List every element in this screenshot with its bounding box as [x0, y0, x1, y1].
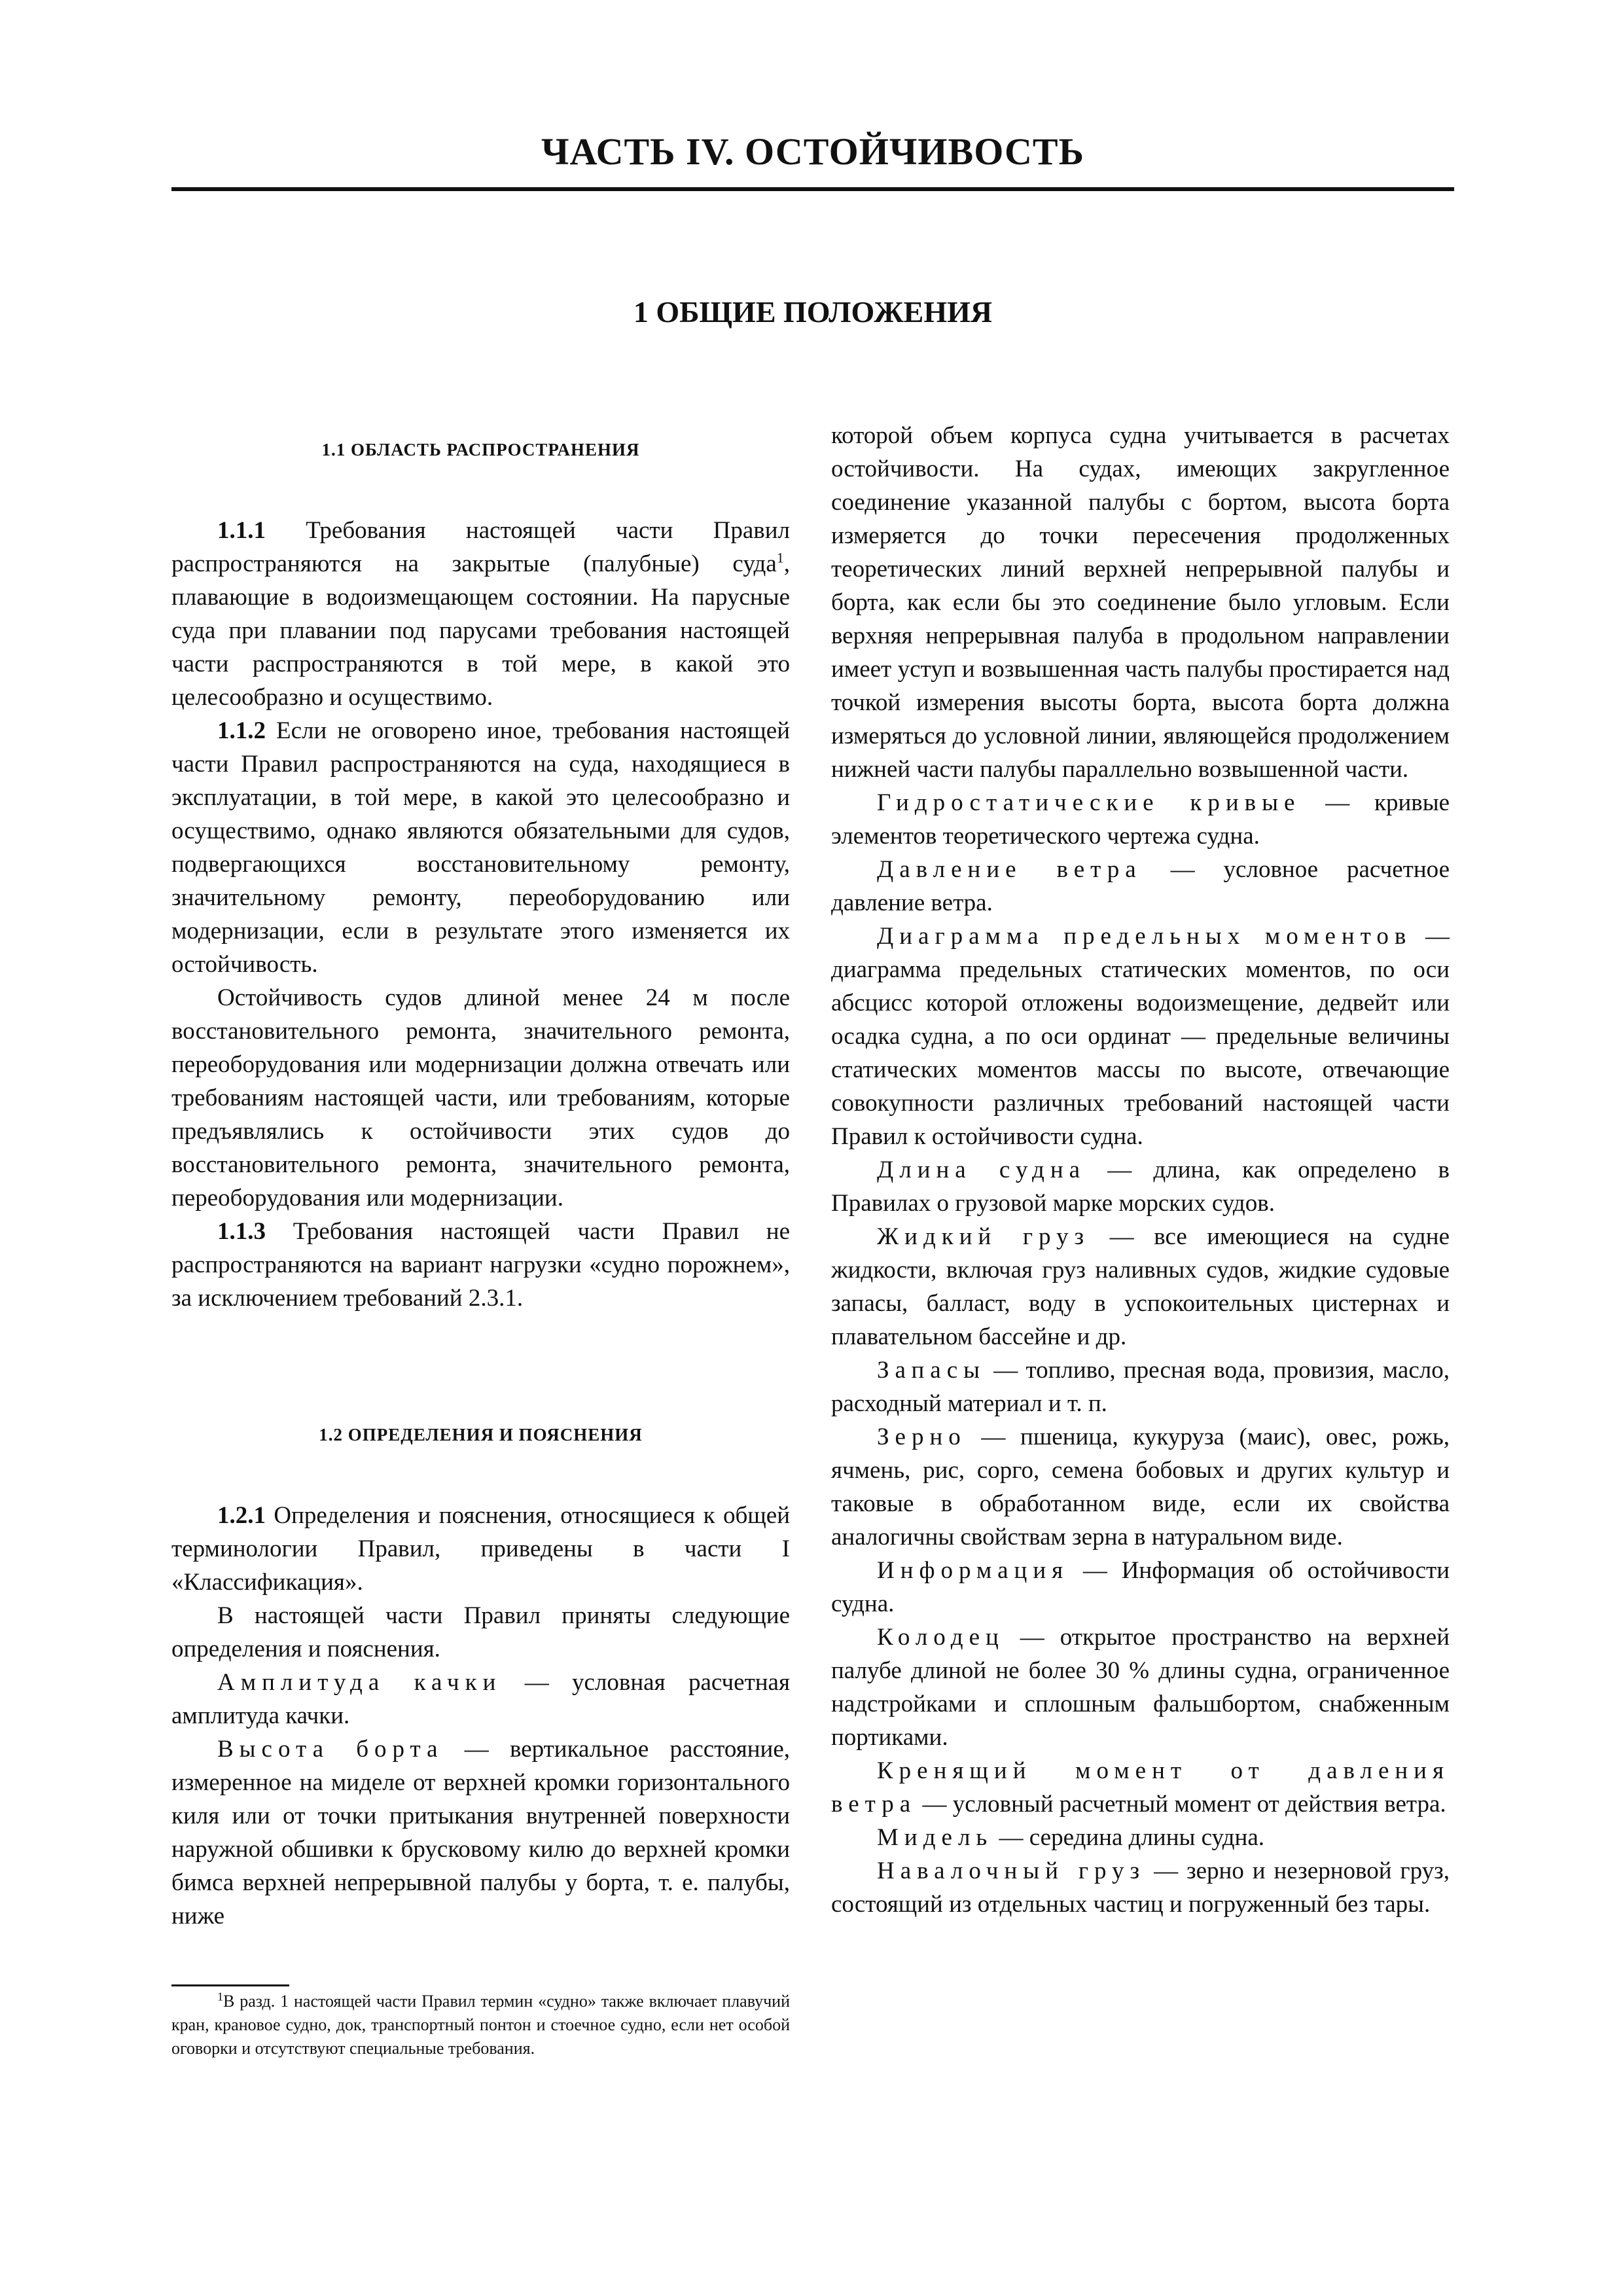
left-column: [171, 416, 790, 1933]
definition-continuation: которой объем корпуса судна учитывается в расчетах остойчивости. На судах, имеющих закругленное соединение указанной палубы с бортом, высота борта измеряется до точки пересечения продолженных теоретических линий верхней непрерывной палубы и борта, как если бы это соединение было угловым. Если верхняя непрерывная палуба в продольном направлении имеет уступ и возвышенная часть палубы простирается над точкой измерения высоты борта, высота борта должна измеряться до условной линии, являющейся продолжением нижней части палубы параллельно возвышенной части.: [831, 422, 1450, 783]
definition-term: Высота борта: [217, 1736, 444, 1763]
definition-text: — Информация об остойчивости судна.: [831, 1557, 1450, 1617]
clause-number: 1.1.2: [217, 717, 266, 744]
paragraph-1-1-1: [171, 514, 790, 714]
paragraph-stability-small-ships: Остойчивость судов длиной менее 24 м после восстановительного ремонта, значительного ремонта, переоборудования или модернизации должна отвечать или требованиям настоящей части, или требованиям, которые предъявлялись к остойчивости этих судов до восстановительного ремонта, значительного ремонта, переоборудования или модернизации.: [171, 984, 790, 1211]
definition-text: — условная расчетная амплитуда качки.: [171, 1669, 790, 1729]
definition-item: [171, 1666, 790, 1732]
footnote-rule: [171, 1984, 289, 1986]
subsection-heading-1-1: 1.1 ОБЛАСТЬ РАСПРОСТРАНЕНИЯ: [321, 440, 640, 459]
paragraph-text: Если не оговорено иное, требования настоящей части Правил распространяются на суда, находящиеся в эксплуатации, в той мере, в какой это целесообразно и осуществимо, однако являются обязательными для судов, подвергающихся восстановительному ремонту, значительному ремонту, переоборудованию или модернизации, если в результате этого изменяется их остойчивость.: [171, 717, 790, 978]
paragraph-1-2-1: [171, 1499, 790, 1599]
footnote: [171, 1990, 790, 2060]
definition-item: [831, 920, 1450, 1153]
right-column: [831, 419, 1450, 1921]
definition-term: Колодец: [877, 1624, 1005, 1651]
definition-item: [831, 1354, 1450, 1420]
footnote-ref[interactable]: 1: [776, 549, 784, 566]
definition-term: Давление ветра: [877, 856, 1142, 883]
definition-text: — длина, как определено в Правилах о грузовой марке морских судов.: [831, 1157, 1450, 1217]
clause-number: 1.2.1: [217, 1502, 266, 1529]
definition-item: [831, 1754, 1450, 1821]
definition-item: [831, 1220, 1450, 1354]
definition-text: — топливо, пресная вода, провизия, масло, расходный материал и т. п.: [831, 1357, 1450, 1417]
paragraph-text: Определения и пояснения, относящиеся к общей терминологии Правил, приведены в части I «Классификация».: [171, 1502, 790, 1596]
definition-term: Запасы: [877, 1357, 986, 1384]
footnote-text: В разд. 1 настоящей части Правил термин «судно» также включает плавучий кран, крановое судно, док, транспортный понтон и стоечное судно, если нет особой оговорки и отсутствуют специальные требования.: [171, 1992, 790, 2058]
paragraph-text: , плавающие в водоизмещающем состоянии. На парусные суда при плавании под парусами требования настоящей части распространяются в той мере, в какой это целесообразно и осуществимо.: [171, 550, 790, 711]
clause-number: 1.1.1: [217, 517, 266, 544]
definition-text: — все имеющиеся на судне жидкости, включая груз наливных судов, жидкие судовые запасы, балласт, воду в успокоительных цистернах и плавательном бассейне и др.: [831, 1223, 1450, 1350]
definition-text: — диаграмма предельных статических моментов, по оси абсцисс которой отложены водоизмещение, дедвейт или осадка судна, а по оси ординат — предельные величины статических моментов массы по высоте, отвечающие совокупности различных требований настоящей части Правил к остойчивости судна.: [831, 923, 1450, 1150]
definition-item: [831, 853, 1450, 920]
part-title: ЧАСТЬ IV. ОСТОЙЧИВОСТЬ: [541, 130, 1084, 173]
definition-term: Диаграмма предельных моментов: [877, 923, 1412, 950]
definition-term: Информация: [877, 1557, 1069, 1584]
definition-term: Жидкий груз: [877, 1223, 1090, 1250]
definition-term: Кренящий момент от давления ветра: [831, 1757, 1450, 1818]
title-rule: [171, 187, 1454, 191]
definition-text: — условный расчетный момент от действия ветра.: [916, 1791, 1446, 1818]
definition-item: [831, 1621, 1450, 1754]
clause-number: 1.1.3: [217, 1218, 266, 1245]
paragraph-definitions-intro: В настоящей части Правил приняты следующие определения и пояснения.: [171, 1602, 790, 1662]
definition-text: — зерно и незерновой груз, состоящий из отдельных частиц и погруженный без тары.: [831, 1857, 1450, 1918]
definition-term: Навалочный груз: [877, 1857, 1146, 1884]
definition-item: [831, 1554, 1450, 1621]
definition-item: [831, 1854, 1450, 1921]
definition-text: — пшеница, кукуруза (маис), овес, рожь, ячмень, рис, сорго, семена бобовых и других культур и таковые в обработанном виде, если их свойства аналогичны свойствам зерна в натуральном виде.: [831, 1424, 1450, 1551]
definition-text: — условное расчетное давление ветра.: [831, 856, 1450, 916]
definition-term: Длина судна: [877, 1157, 1086, 1183]
definition-item: [831, 1821, 1450, 1854]
subsection-heading-1-2: 1.2 ОПРЕДЕЛЕНИЯ И ПОЯСНЕНИЯ: [319, 1425, 643, 1444]
definition-item: [171, 1732, 790, 1933]
definition-item: [831, 1153, 1450, 1220]
definition-item: [831, 1420, 1450, 1554]
definition-term: Гидростатические кривые: [877, 789, 1301, 816]
definition-text: — середина длины судна.: [993, 1824, 1265, 1851]
definition-text: — открытое пространство на верхней палубе длиной не более 30 % длины судна, ограниченное надстройками и сплошным фальшбортом, снабженным портиками.: [831, 1624, 1450, 1751]
section-title: 1 ОБЩИЕ ПОЛОЖЕНИЯ: [633, 295, 993, 329]
definition-term: Амплитуда качки: [217, 1669, 502, 1696]
definition-text: — кривые элементов теоретического чертежа судна.: [831, 789, 1450, 850]
definition-term: Мидель: [877, 1824, 993, 1851]
paragraph-text: Требования настоящей части Правил распространяются на закрытые (палубные) суда: [171, 517, 790, 577]
definition-text: — вертикальное расстояние, измеренное на миделе от верхней кромки горизонтального киля или от точки притыкания внутренней поверхности наружной обшивки к брусковому килю до верхней кромки бимса верхней непрерывной палубы у борта, т. е. палубы, ниже: [171, 1736, 790, 1929]
footnote-marker: 1: [217, 1990, 223, 2003]
definition-term: Зерно: [877, 1424, 967, 1450]
definition-item: [831, 786, 1450, 853]
paragraph-text: Требования настоящей части Правил не распространяются на вариант нагрузки «судно порожнем», за исключением требований 2.3.1.: [171, 1218, 790, 1312]
paragraph-1-1-2: [171, 714, 790, 981]
paragraph-1-1-3: [171, 1215, 790, 1315]
